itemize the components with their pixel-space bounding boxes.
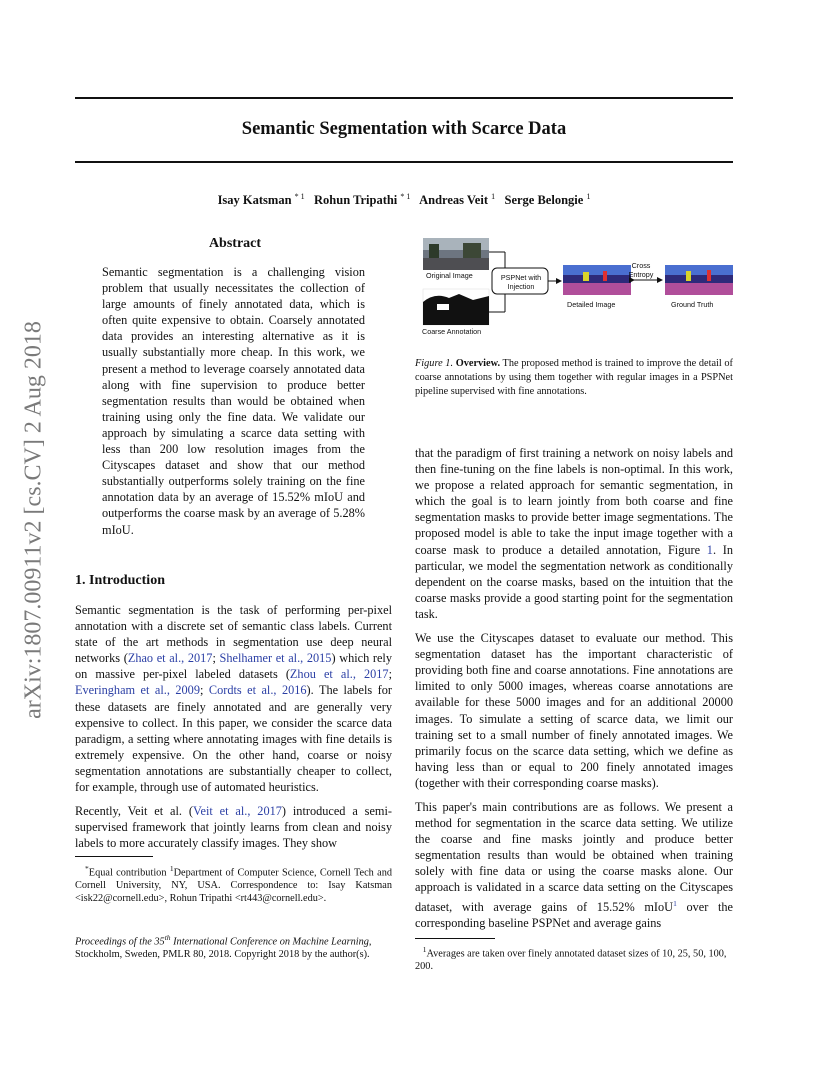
- citation-link[interactable]: Cordts et al., 2016: [208, 683, 307, 698]
- author-affiliation-mark: 1: [491, 192, 496, 201]
- title-bottom-rule: [75, 161, 733, 163]
- original-image-thumbnail: [423, 238, 489, 270]
- right-column-body: [415, 445, 733, 931]
- footnote-mark: 1: [422, 945, 427, 954]
- figure-label-coarse-annotation: Coarse Annotation: [422, 327, 482, 336]
- abstract-text: Semantic segmentation is a challenging vision problem that usually necessitates the collection of large amounts of finely annotated data, which is often quite expensive to obtain. Coarsely annotated data provides an interesting alternative as it is usually substantially more cheap. In this work, we present a method to leverage coarsely annotated data along with fine supervision to produce better segmentation results than would be obtained when training using only the fine data. We validate our approach by simulating a scarce data setting with less than 200 low resolution images from the Cityscapes dataset and show that our method substantially outperforms solely training on the fine annotation data by an average of 15.52% mIoU and outperforms the coarse mask by an average of 5.28% mIoU.: [102, 265, 365, 537]
- author-name: Rohun Tripathi: [314, 193, 398, 208]
- citation-link[interactable]: Zhao et al., 2017: [127, 651, 213, 666]
- text-run: Figure 1.: [415, 358, 454, 369]
- coarse-annotation-thumbnail: [423, 289, 489, 325]
- section-heading-introduction: 1. Introduction: [75, 573, 165, 588]
- introduction-body: [75, 602, 392, 851]
- text-run: ;: [212, 651, 220, 666]
- text-run: Overview.: [455, 358, 501, 369]
- author-list: [75, 192, 733, 208]
- text-run: This paper's main contributions are as follows. We present a method for segmentation in the scarce data setting. We utilize the coarse and fine masks jointly and produce better segmentation results than would be obtained when training solely with fine data or using the coarse masks alone. Our approach is validated in a scarce data setting on the Cityscapes dataset, with average gains of 15.52% mIoU: [415, 799, 733, 914]
- text-run: Entropy: [628, 270, 654, 279]
- footnote-mark[interactable]: 1: [673, 898, 677, 908]
- text-run: ;: [199, 683, 209, 698]
- text-run: . In particular, we model the segmentation network as conditionally dependent on the coarse masks, based on the intuition that the coarse masks provide a good starting point for the segmentation task.: [415, 542, 733, 621]
- citation-link[interactable]: Zhou et al., 2017: [289, 667, 389, 682]
- figure-label-cross-entropy: [625, 261, 657, 279]
- footnote-rule: [415, 938, 495, 939]
- text-run: Averages are taken over finely annotated dataset sizes of 10, 25, 50, 100, 200.: [415, 948, 727, 973]
- body-paragraph: [415, 799, 733, 931]
- text-run: The proposed method is trained to improve the detail of coarse annotations by using them together with regular images in a PSPNet pipeline supervised with fine annotations.: [415, 358, 733, 397]
- footnote-averages: [415, 943, 733, 973]
- arxiv-side-label: [4, 300, 64, 740]
- text-run: PSPNet with: [500, 273, 542, 282]
- figure-label-ground-truth: Ground Truth: [671, 300, 714, 309]
- figure-label-original-image: Original Image: [426, 271, 473, 280]
- citation-link[interactable]: Shelhamer et al., 2015: [219, 651, 332, 666]
- text-run: Proceedings of the 35: [75, 936, 165, 948]
- author-name: Andreas Veit: [419, 193, 488, 208]
- author-name: Isay Katsman: [217, 193, 292, 208]
- footnote-rule: [75, 856, 153, 857]
- figure-1-overview-diagram: [415, 234, 735, 344]
- detailed-image-thumbnail: [563, 265, 631, 295]
- author-affiliation-mark: * 1: [400, 192, 411, 201]
- text-run: Injection: [507, 282, 535, 291]
- author-name: Serge Belongie: [504, 193, 584, 208]
- text-run: th: [164, 933, 171, 942]
- citation-link[interactable]: Veit et al., 2017: [192, 804, 282, 819]
- figure-1-caption: [415, 357, 733, 399]
- text-run: Cross: [631, 261, 651, 270]
- text-run: Recently, Veit et al. (: [75, 804, 193, 819]
- footnote-mark: 1: [169, 864, 174, 873]
- text-run: Semantic segmentation is the task of performing per-pixel annotation with a discrete set of semantic class labels. Current state of the art methods in segmentation use deep neural networks (: [75, 603, 392, 666]
- proceedings-notice: [75, 931, 392, 961]
- ground-truth-thumbnail: [665, 265, 733, 295]
- intro-paragraph: [75, 602, 392, 795]
- text-run: over the corresponding baseline PSPNet and average gains: [415, 899, 734, 930]
- top-rule: [75, 97, 733, 99]
- arxiv-identifier: arXiv:1807.00911v2 [cs.CV] 2 Aug 2018: [20, 321, 47, 719]
- figure-label-detailed-image: Detailed Image: [567, 300, 616, 309]
- text-run: Department of Computer Science, Cornell Tech and Cornell University, NY, USA. Correspondence to: Isay Katsman <isk22@cornell.edu>, Rohun Tripathi <rt443@cornell.edu>.: [75, 867, 393, 905]
- citation-link[interactable]: Everingham et al., 2009: [75, 683, 200, 698]
- text-run: ) introduced a semi-supervised framework that jointly learns from clean and noisy labels to more accurately classify images. They show: [75, 804, 392, 851]
- figure-label-pspnet: [495, 273, 547, 291]
- text-run: ) which rely on massive per-pixel labeled datasets (: [75, 651, 392, 682]
- footnote-mark: *: [85, 864, 89, 873]
- paper-title: Semantic Segmentation with Scarce Data: [241, 119, 567, 139]
- author-affiliation-mark: 1: [586, 192, 591, 201]
- text-run: International Conference on Machine Learning: [170, 936, 369, 948]
- text-run: ;: [388, 667, 392, 682]
- text-run: that the paradigm of first training a network on noisy labels and then fine-tuning on the fine labels is non-optimal. In this work, we propose a related approach for semantic segmentation, in which the goal is to learn jointly from both coarse and fine segmentation masks to provide better image segmentations. The proposed model is able to take the input image together with a coarse mask to produce a detailed annotation, Figure: [415, 446, 733, 557]
- body-paragraph: [415, 445, 733, 622]
- text-run: ). The labels for these datasets are finely annotated and are generally very expensive to collect. In this paper, we consider the scarce data paradigm, a setting where annotating images with fine details is extremely expensive. On the other hand, coarse or noisy segmentation annotations are substantially cheaper to collect, for example, through use of automated heuristics.: [75, 683, 393, 795]
- abstract-body: [102, 264, 365, 538]
- text-run: , Stockholm, Sweden, PMLR 80, 2018. Copyright 2018 by the author(s).: [75, 936, 372, 961]
- author-affiliation-mark: * 1: [294, 192, 305, 201]
- text-run: Equal contribution: [88, 867, 170, 879]
- footnote-affiliations: [75, 862, 392, 905]
- abstract-heading: Abstract: [208, 236, 262, 251]
- body-paragraph: We use the Cityscapes dataset to evaluate our method. This segmentation dataset has the important characteristic of providing both fine and coarse annotations. Fine annotations are limited to only 5000 images, whereas coarse annotations are available for these 5000 images and for an additional 20000 images. To simulate a setting of scarce data, we limit our training set to a small number of finely annotated images. We primarily focus on the scarce data setting, which we define as having less than or equal to 200 finely annotated images (together with their corresponding coarse masks).: [415, 631, 733, 790]
- figure-reference-link[interactable]: 1: [706, 542, 713, 557]
- intro-paragraph: [75, 803, 392, 851]
